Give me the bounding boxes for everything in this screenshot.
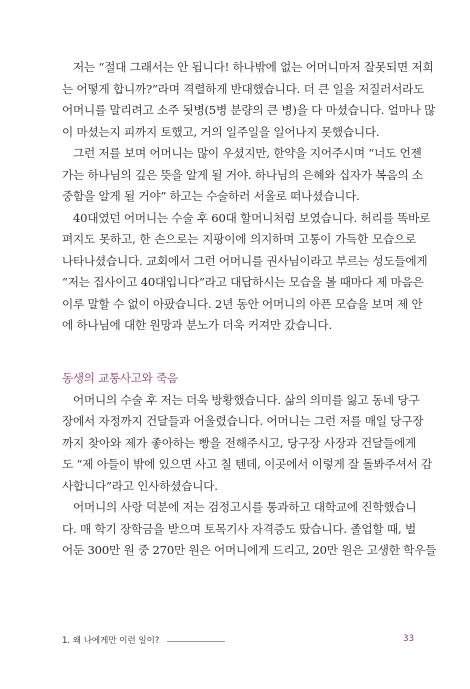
text-line: 이 마셨는지 피까지 토했고, 거의 일주일을 일어나지 못했습니다.	[62, 124, 380, 139]
text-line: 어둔 300만 원 중 270만 원은 어머니에게 드리고, 20만 원은 고생한 학우들	[62, 543, 437, 557]
paragraph-after-surgery	[62, 208, 431, 337]
text-line: 장에서 자정까지 건달들과 어울렸습니다. 어머니는 그런 저를 매일 당구장	[62, 414, 424, 428]
text-line: 저는 “절대 그래서는 안 됩니다! 하나밖에 없는 어머니마저 잘못되면 저희	[73, 60, 434, 74]
page-number: 33	[403, 634, 414, 644]
paragraph-mother-decision	[62, 57, 436, 143]
text-line: 중함을 알게 될 거야” 하고는 수술하러 서울로 떠나셨습니다.	[62, 189, 360, 203]
text-line: 펴지도 못하고, 한 손으로는 지팡이에 의지하며 고통이 가득한 모습으로	[62, 232, 416, 246]
text-line: “저는 집사이고 40대입니다”라고 대답하시는 모습을 볼 때마다 제 마음은	[62, 275, 424, 289]
paragraph-mother-love	[62, 497, 437, 562]
text-line: 나타나셨습니다. 교회에서 그런 어머니를 권사님이라고 부르는 성도들에게	[62, 253, 428, 268]
text-line: 가는 하나님의 깊은 뜻을 알게 될 거야. 하나님의 은혜와 십자가 복음의 소	[62, 167, 423, 182]
page-footer	[62, 634, 416, 648]
section-heading: 동생의 교통사고와 죽음	[62, 370, 178, 385]
text-line: 도 “제 아들이 밖에 있으면 사고 칠 텐데, 이곳에서 이렇게 잘 돌봐주셔서 감	[62, 457, 433, 471]
text-line: 는 어떻게 합니까?”라며 격렬하게 반대했습니다. 더 큰 일을 저질러서라도	[62, 81, 425, 96]
text-line: 어머니를 말리려고 소주 됫병(5병 분량의 큰 병)을 다 마셨습니다. 얼마나 많	[62, 103, 436, 117]
paragraph-mother-prayer	[62, 143, 423, 208]
paragraph-wandering	[62, 390, 433, 498]
text-line: 그런 저를 보며 어머니는 많이 우셨지만, 한약을 지어주시며 “너도 언젠	[73, 146, 422, 160]
section-spacer	[62, 337, 416, 366]
text-line: 어머니의 사랑 덕분에 저는 검정고시를 통과하고 대학교에 진학했습니	[73, 500, 417, 514]
body-text	[62, 57, 437, 562]
text-line: 다. 매 학기 장학금을 받으며 토목기사 자격증도 땄습니다. 졸업할 때, 벌	[62, 521, 416, 536]
text-line: 이루 말할 수 없이 아팠습니다. 2년 동안 어머니의 아픈 모습을 보며 제 안	[62, 296, 423, 311]
footer-section-label: 1. 왜 나에게만 이런 일이?	[62, 636, 160, 646]
text-line: 까지 찾아와 제가 좋아하는 빵을 전해주시고, 당구장 사장과 건달들에게	[62, 435, 416, 450]
text-line: 40대였던 어머니는 수술 후 60대 할머니처럼 보였습니다. 허리를 똑바로	[73, 210, 431, 225]
text-line: 에 하나님에 대한 원망과 분노가 더욱 커져만 갔습니다.	[62, 318, 332, 332]
footer-divider	[167, 641, 225, 642]
text-line: 어머니의 수술 후 저는 더욱 방황했습니다. 삶의 의미를 잃고 동네 당구	[73, 392, 420, 407]
text-line: 사합니다”라고 인사하셨습니다.	[62, 478, 218, 493]
